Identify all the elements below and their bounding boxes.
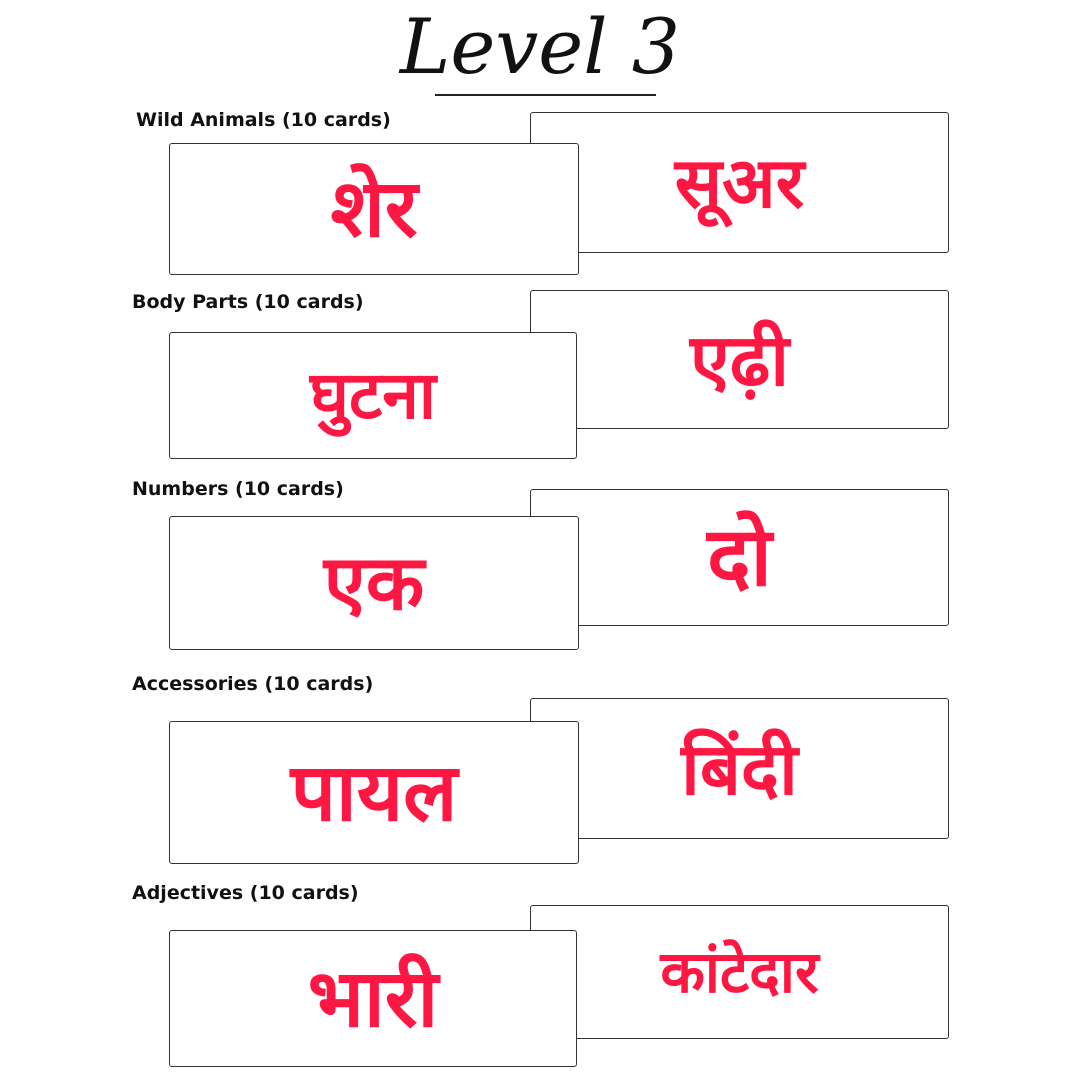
flashcard-front-wild-animals xyxy=(169,143,579,275)
card-word: एक xyxy=(323,538,425,627)
section-label-body-parts: Body Parts (10 cards) xyxy=(132,291,364,313)
flashcard-back-accessories xyxy=(530,698,949,839)
flashcard-back-adjectives xyxy=(530,905,949,1039)
card-word: दो xyxy=(707,509,772,605)
card-word: शेर xyxy=(330,162,418,255)
card-word: सूअर xyxy=(674,141,805,224)
card-word: एढ़ी xyxy=(689,317,789,402)
card-word: घुटना xyxy=(310,356,436,434)
card-word: कांटेदार xyxy=(660,938,819,1006)
card-word: बिंदी xyxy=(681,726,798,811)
flashcard-back-numbers xyxy=(530,489,949,626)
card-word: भारी xyxy=(307,951,439,1045)
flashcard-front-body-parts xyxy=(169,332,577,459)
section-label-wild-animals: Wild Animals (10 cards) xyxy=(136,109,391,131)
title-underline xyxy=(435,94,656,96)
flashcard-front-adjectives xyxy=(169,930,577,1067)
section-label-numbers: Numbers (10 cards) xyxy=(132,478,344,500)
card-word: पायल xyxy=(290,745,458,839)
flashcard-back-wild-animals xyxy=(530,112,949,253)
flashcard-back-body-parts xyxy=(530,290,949,429)
section-label-accessories: Accessories (10 cards) xyxy=(132,673,374,695)
section-label-adjectives: Adjectives (10 cards) xyxy=(132,882,359,904)
flashcard-front-accessories xyxy=(169,721,579,864)
page-title: Level 3 xyxy=(399,2,681,91)
flashcard-front-numbers xyxy=(169,516,579,650)
